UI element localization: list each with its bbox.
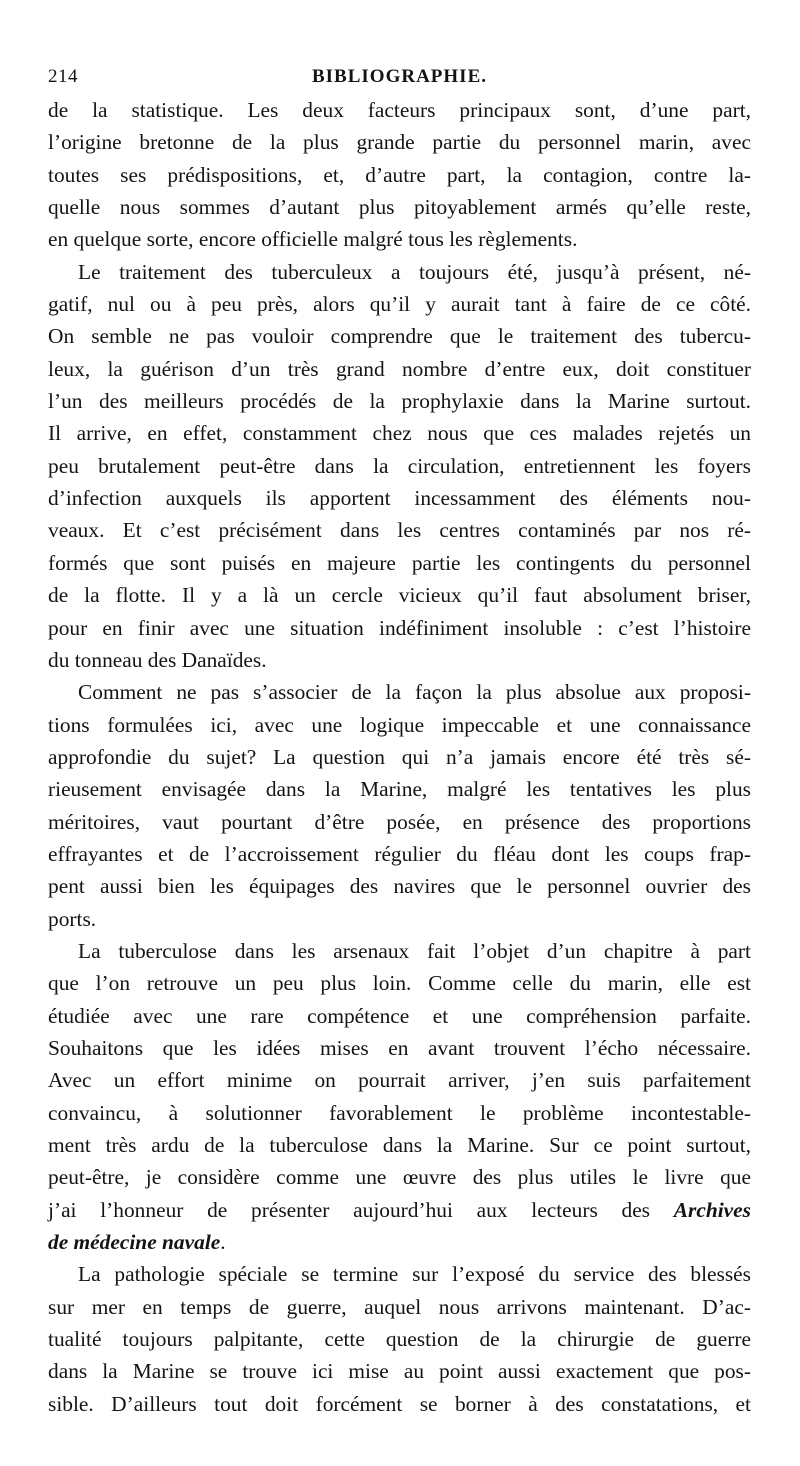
text-line: du tonneau des Danaïdes.	[48, 647, 267, 672]
text-line: l’un des meilleurs procédés de la prophylaxie dans la Marine surtout.	[48, 389, 751, 414]
text-line: pour en finir avec une situation indéfiniment insoluble : c’est l’histoire	[48, 615, 751, 640]
text-line: Il arrive, en effet, constamment chez nous que ces malades rejetés un	[48, 421, 751, 446]
text-line: peu brutalement peut-être dans la circulation, entretiennent les foyers	[48, 453, 751, 478]
text-line: toutes ses prédispositions, et, d’autre part, la contagion, contre la-	[48, 162, 751, 187]
text-line: méritoires, vaut pourtant d’être posée, en présence des proportions	[48, 809, 751, 834]
text-line: La pathologie spéciale se termine sur l’exposé du service des blessés	[78, 1262, 751, 1287]
text-line: gatif, nul ou à peu près, alors qu’il y aurait tant à faire de ce côté.	[48, 292, 751, 317]
text-line: pent aussi bien les équipages des navires que le personnel ouvrier des	[48, 874, 751, 899]
text-line: La tuberculose dans les arsenaux fait l’objet d’un chapitre à part	[78, 938, 751, 963]
text-line: dans la Marine se trouve ici mise au point aussi exactement que pos-	[48, 1359, 751, 1384]
text-line: ment très ardu de la tuberculose dans la Marine. Sur ce point surtout,	[48, 1133, 751, 1157]
text-line: approfondie du sujet? La question qui n’a jamais encore été très sé-	[48, 744, 751, 769]
text-line: de la statistique. Les deux facteurs principaux sont, d’une part,	[48, 98, 751, 122]
text-line: veaux. Et c’est précisément dans les centres contaminés par nos ré-	[48, 518, 751, 543]
paragraph-3	[48, 676, 751, 935]
page-number: 214	[48, 66, 78, 87]
text-line: Le traitement des tuberculeux a toujours été, jusqu’à présent, né-	[78, 259, 751, 284]
text-line: sible. D’ailleurs tout doit forcément se borner à des constatations, et	[48, 1391, 751, 1416]
journal-title-part-2: de médecine navale	[48, 1230, 221, 1255]
text-line: tualité toujours palpitante, cette question de la chirurgie de guerre	[48, 1327, 751, 1352]
text-line: que l’on retrouve un peu plus loin. Comme celle du marin, elle est	[48, 971, 751, 996]
text-line: de la flotte. Il y a là un cercle vicieux qu’il faut absolument briser,	[48, 583, 751, 608]
text-line: convaincu, à solutionner favorablement le problème incontestable-	[48, 1100, 751, 1125]
paragraph-1	[48, 94, 751, 256]
text-line	[48, 1194, 751, 1226]
journal-title-part-1: Archives	[673, 1197, 751, 1222]
paragraph-2	[48, 256, 751, 676]
text-line: ports.	[48, 906, 97, 931]
text-line: Comment ne pas s’associer de la façon la plus absolue aux proposi-	[78, 680, 751, 705]
text-line: On semble ne pas vouloir comprendre que le traitement des tubercu-	[48, 324, 751, 349]
text-run: .	[220, 1230, 226, 1255]
text-run: j’ai l’honneur de présenter aujourd’hui aux lecteurs des	[48, 1197, 651, 1222]
text-line: Souhaitons que les idées mises en avant trouvent l’écho nécessaire.	[48, 1035, 751, 1060]
text-line: tions formulées ici, avec une logique impeccable et une connaissance	[48, 712, 751, 737]
text-line: sur mer en temps de guerre, auquel nous arrivons maintenant. D’ac-	[48, 1294, 751, 1319]
running-head	[48, 60, 751, 94]
text-line: en quelque sorte, encore officielle malgré tous les règlements.	[48, 227, 578, 252]
text-line: rieusement envisagée dans la Marine, malgré les tentatives les plus	[48, 777, 751, 802]
text-line: Avec un effort minime on pourrait arriver, j’en suis parfaitement	[48, 1068, 751, 1093]
text-line: quelle nous sommes d’autant plus pitoyablement armés qu’elle reste,	[48, 195, 751, 220]
paragraph-4	[48, 935, 751, 1258]
text-line: formés que sont puisés en majeure partie les contingents du personnel	[48, 550, 751, 575]
text-line	[48, 1226, 751, 1258]
running-title: BIBLIOGRAPHIE.	[311, 66, 487, 87]
text-line: leux, la guérison d’un très grand nombre d’entre eux, doit constituer	[48, 356, 751, 381]
paragraph-5	[48, 1258, 751, 1420]
text-line: effrayantes et de l’accroissement régulier du fléau dont les coups frap-	[48, 841, 751, 866]
text-line: peut-être, je considère comme une œuvre des plus utiles le livre que	[48, 1165, 751, 1190]
text-line: d’infection auxquels ils apportent incessamment des éléments nou-	[48, 486, 751, 511]
text-line: étudiée avec une rare compétence et une compréhension parfaite.	[48, 1003, 751, 1028]
text-line: l’origine bretonne de la plus grande partie du personnel marin, avec	[48, 130, 751, 155]
book-page	[48, 60, 751, 1420]
